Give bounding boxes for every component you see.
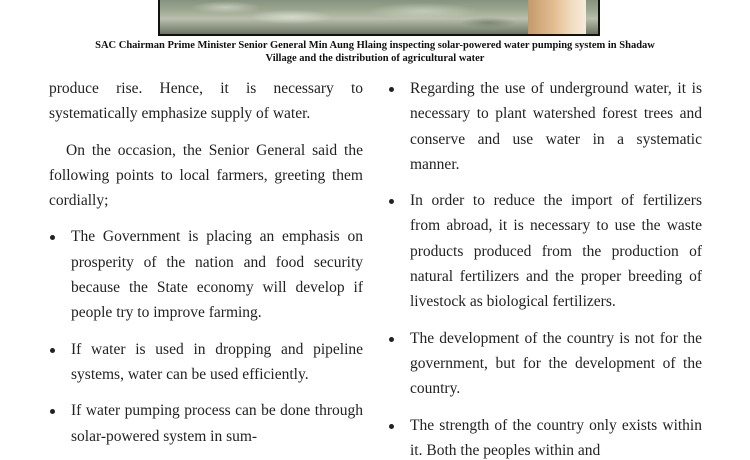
bullet-icon [50,409,55,414]
body-paragraph: On the occasion, the Senior General said the following points to local farmers, greeting them cordially; [49,141,363,210]
bullet-text: If water pumping process can be done through solar-powered system in sum- [71,402,363,445]
bullet-item [49,398,363,449]
bullet-item [49,337,363,388]
bullet-item [388,188,702,314]
bullet-icon [389,87,394,92]
bullet-text: The strength of the country only exists within it. Both the peoples within and [410,416,702,459]
bullet-icon [50,235,55,240]
bullet-text: In order to reduce the import of fertilizers from abroad, it is necessary to use the waste products produced from the production of natural fertilizers and the proper breeding of livestock as biological fertilizers. [410,192,702,311]
bullet-text: The Government is placing an emphasis on prosperity of the nation and food security because the State economy will develop if people try to improve farming. [71,228,363,322]
bullet-text: The development of the country is not for the government, but for the development of the country. [410,329,702,398]
right-column [388,76,702,460]
news-photo [158,0,600,36]
bullet-icon [389,424,394,429]
bullet-icon [389,337,394,342]
bullet-list [49,224,363,448]
bullet-item [49,224,363,325]
photo-person-leg [528,0,586,36]
bullet-item [388,76,702,177]
bullet-icon [50,348,55,353]
bullet-item [388,326,702,402]
bullet-item [388,413,702,460]
bullet-icon [389,199,394,204]
photo-caption: SAC Chairman Prime Minister Senior General Min Aung Hlaing inspecting solar-powered water pumping system in Shadaw Village and the distribution of agricultural water [95,40,655,64]
bullet-text: Regarding the use of underground water, it is necessary to plant watershed forest trees and conserve and use water in a systematic manner. [410,80,702,173]
body-paragraph: produce rise. Hence, it is necessary to systematically emphasize supply of water. [49,80,363,123]
left-column [49,76,363,460]
bullet-text: If water is used in dropping and pipeline systems, water can be used efficiently. [71,340,363,383]
bullet-list [388,76,702,460]
